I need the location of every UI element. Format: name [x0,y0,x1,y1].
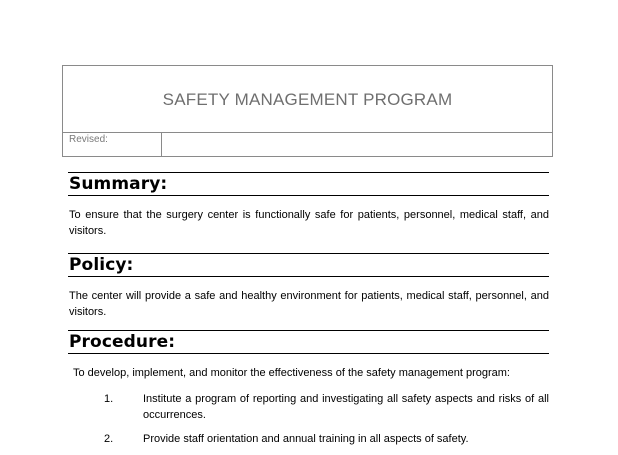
procedure-list-item [104,391,550,425]
procedure-heading-text: Procedure: [69,332,176,352]
procedure-intro: To develop, implement, and monitor the effectiveness of the safety management program: [73,367,510,379]
procedure-heading [68,330,549,354]
summary-heading [68,172,549,196]
revised-label: Revised: [69,134,108,145]
policy-heading [68,253,549,277]
document-title: SAFETY MANAGEMENT PROGRAM [162,90,453,109]
list-item-number: 1. [104,393,114,405]
revised-cell [63,133,162,156]
summary-text: To ensure that the surgery center is functionally safe for patients, personnel, medical staff, and visitors. [69,209,549,237]
list-item-number: 2. [104,433,114,445]
list-item-text: Provide staff orientation and annual training in all aspects of safety. [143,433,469,445]
policy-heading-text: Policy: [69,255,134,275]
policy-text: The center will provide a safe and healthy environment for patients, medical staff, personnel, and visitors. [69,290,549,318]
header-box [62,65,553,157]
procedure-list-item [104,431,550,449]
list-item-text: Institute a program of reporting and investigating all safety aspects and risks of all occurrences. [143,393,549,421]
summary-heading-text: Summary: [69,174,168,194]
